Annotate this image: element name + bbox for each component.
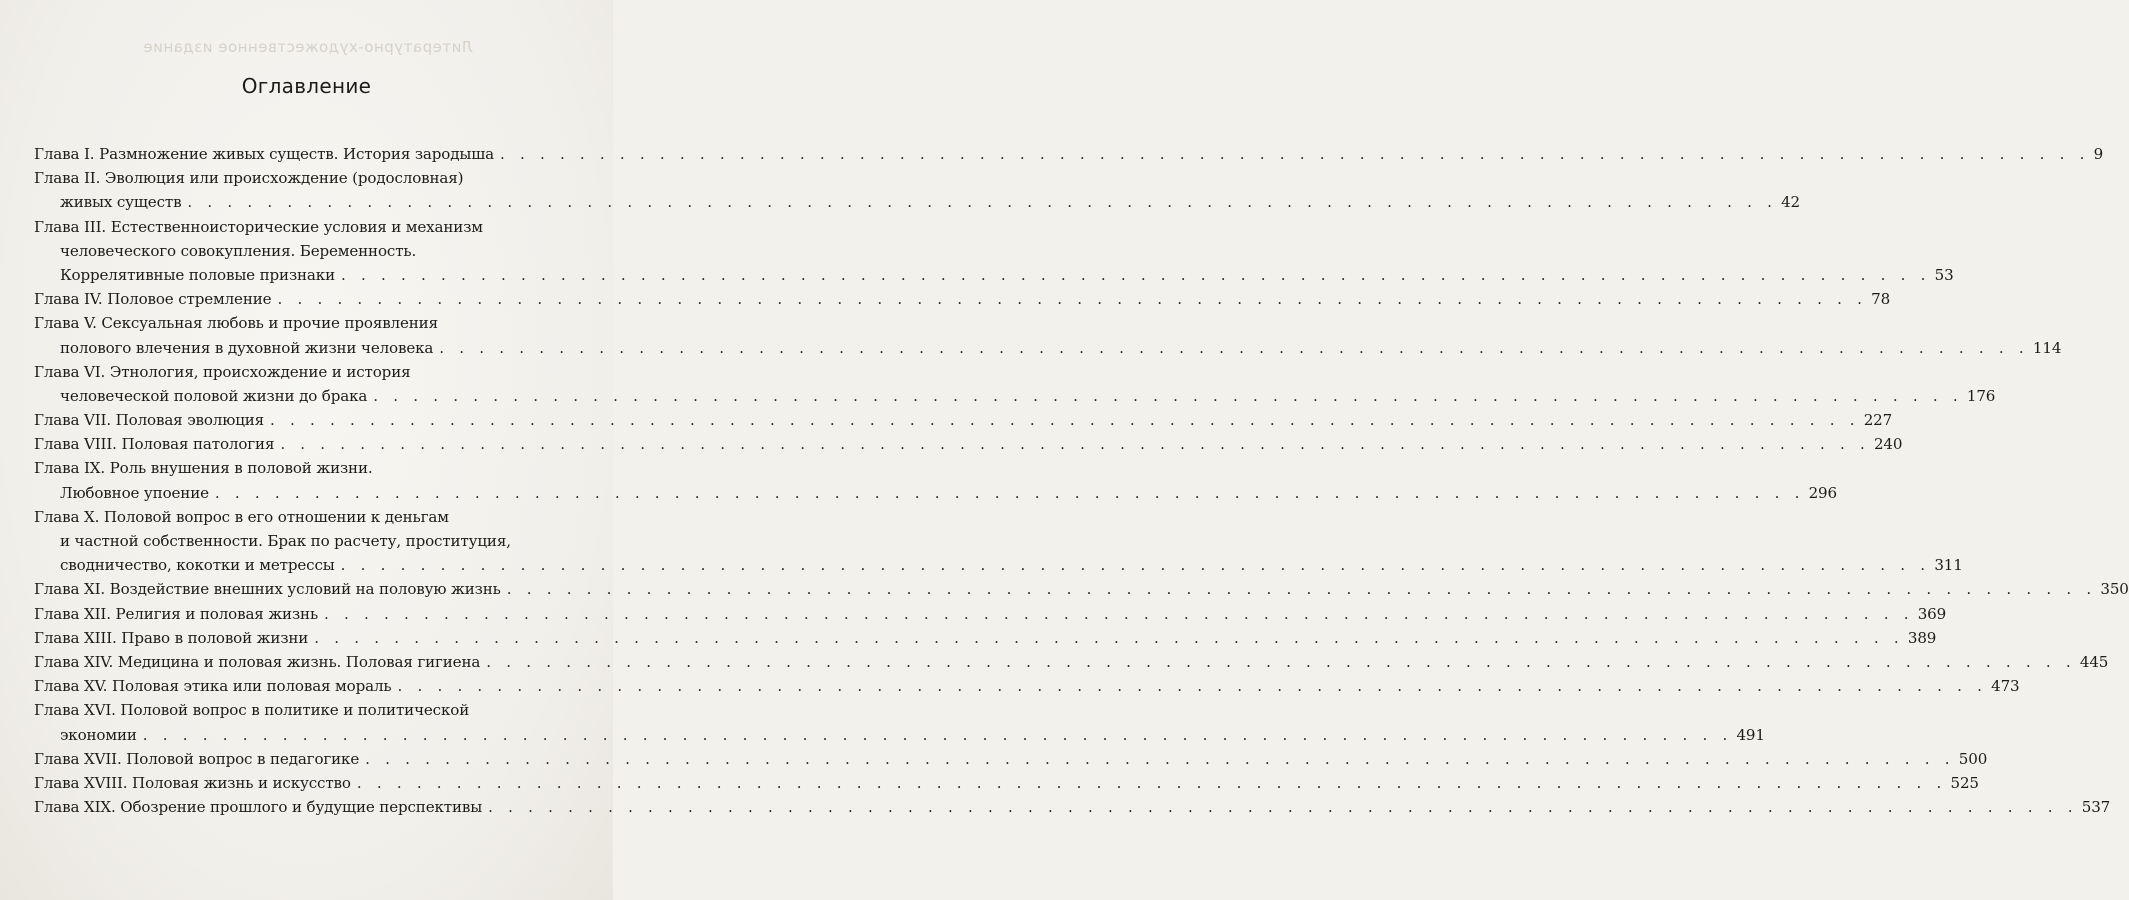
toc-line xyxy=(0,166,613,190)
toc-line xyxy=(0,505,613,529)
toc-entry-text: полового влечения в духовной жизни человека xyxy=(60,338,434,357)
toc-entry-text: Глава XV. Половая этика или половая мораль xyxy=(34,677,392,696)
toc-entry-text: Глава XI. Воздействие внешних условий на половую жизнь xyxy=(34,580,501,599)
toc-entry-text: Глава XII. Религия и половая жизнь xyxy=(34,604,319,623)
toc-entry-text: сводничество, кокотки и метрессы xyxy=(60,556,335,575)
toc-line xyxy=(0,698,613,722)
toc-page-number: 350 xyxy=(2100,580,2129,599)
toc-page-number: 296 xyxy=(1808,483,1837,502)
toc-entry-text: Глава III. Естественноисторические условия и механизм xyxy=(34,217,483,236)
toc-page-number: 9 xyxy=(2093,145,2104,163)
toc-line xyxy=(0,215,613,239)
toc-line xyxy=(0,360,613,384)
toc-entry-text: Глава XIV. Медицина и половая жизнь. Половая гигиена xyxy=(34,652,481,671)
toc-line xyxy=(0,553,1963,577)
table-of-contents xyxy=(0,142,2129,819)
toc-entry-text: Любовное упоение xyxy=(60,483,209,502)
toc-entry-text: человеческого совокупления. Беременность. xyxy=(60,241,417,260)
toc-line xyxy=(0,626,1937,650)
toc-page-number: 473 xyxy=(1991,677,2020,696)
toc-page-number: 176 xyxy=(1966,386,1996,405)
toc-line xyxy=(0,408,1893,432)
toc-entry xyxy=(0,408,1893,432)
toc-line xyxy=(0,239,613,263)
toc-line xyxy=(0,577,2129,601)
toc-entry xyxy=(0,795,2111,819)
toc-entry xyxy=(0,602,1947,626)
toc-entry-text: Глава XVII. Половой вопрос в педагогике xyxy=(34,749,360,768)
toc-entry-text: и частной собственности. Брак по расчету, проституция, xyxy=(60,532,511,550)
toc-page-number: 78 xyxy=(1871,290,1891,309)
toc-line xyxy=(0,456,613,480)
toc-entry-text: Глава XVI. Половой вопрос в политике и политической xyxy=(34,701,470,720)
toc-page-number: 53 xyxy=(1934,265,1954,284)
toc-line xyxy=(0,795,2111,819)
toc-entry xyxy=(0,215,1954,288)
toc-entry xyxy=(0,166,1800,214)
dot-leader: . . . . . . . . . . . . . . . . . . . . . . . . . . . . . . . . . . . . . . . . . . . . . . . . . . . . . . . . . . . . . . . . . . . . . . . . . . . . . . . . xyxy=(280,435,1870,454)
toc-entry xyxy=(0,505,1963,578)
toc-entry xyxy=(0,360,1996,408)
toc-entry-text: Глава X. Половой вопрос в его отношении к деньгам xyxy=(34,507,449,526)
dot-leader: . . . . . . . . . . . . . . . . . . . . . . . . . . . . . . . . . . . . . . . . . . . . . . . . . . . . . . . . . . . . . . . . . . . . . . . . . . . . . . . . xyxy=(270,411,1860,430)
dot-leader: . . . . . . . . . . . . . . . . . . . . . . . . . . . . . . . . . . . . . . . . . . . . . . . . . . . . . . . . . . . . . . . . . . . . . . . . . . . . . . . . xyxy=(397,677,1988,696)
toc-page-number: 491 xyxy=(1736,725,1765,744)
dot-leader: . . . . . . . . . . . . . . . . . . . . . . . . . . . . . . . . . . . . . . . . . . . . . . . . . . . . . . . . . . . . . . . . . . . . . . . . . . . . . . . . xyxy=(340,265,1931,284)
toc-entry-text: живых существ xyxy=(60,193,182,212)
toc-entry-text: Глава I. Размножение живых существ. История зародыша xyxy=(34,145,494,163)
toc-line xyxy=(0,529,613,553)
toc-entry-text: Глава VIII. Половая патология xyxy=(34,435,275,454)
dot-leader: . . . . . . . . . . . . . . . . . . . . . . . . . . . . . . . . . . . . . . . . . . . . . . . . . . . . . . . . . . . . . . . . . . . . . . . . . . . . . . . . xyxy=(488,798,2078,817)
toc-entry xyxy=(0,142,2104,166)
toc-entry-text: Глава V. Сексуальная любовь и прочие проявления xyxy=(34,314,438,333)
toc-entry-text: Глава XIX. Обозрение прошлого и будущие перспективы xyxy=(34,798,483,817)
dot-leader: . . . . . . . . . . . . . . . . . . . . . . . . . . . . . . . . . . . . . . . . . . . . . . . . . . . . . . . . . . . . . . . . . . . . . . . . . . . . . . . . xyxy=(499,145,2090,163)
toc-page-number: 240 xyxy=(1873,435,1903,454)
toc-page-number: 42 xyxy=(1781,193,1800,212)
toc-line xyxy=(0,190,1800,214)
toc-line xyxy=(0,142,2104,166)
toc-entry-text: Глава II. Эволюция или происхождение (родословная) xyxy=(34,169,464,188)
toc-page-number: 227 xyxy=(1863,411,1893,430)
toc-line xyxy=(0,723,1765,747)
toc-entry xyxy=(0,456,1837,504)
toc-line xyxy=(0,481,1837,505)
toc-entry xyxy=(0,577,2129,601)
dot-leader: . . . . . . . . . . . . . . . . . . . . . . . . . . . . . . . . . . . . . . . . . . . . . . . . . . . . . . . . . . . . . . . . . . . . . . . . . . . . . . . . xyxy=(439,338,2029,357)
toc-line xyxy=(0,674,2020,698)
toc-entry-text: экономии xyxy=(60,725,137,744)
toc-entry-text: Глава IV. Половое стремление xyxy=(34,290,272,309)
toc-page-number: 311 xyxy=(1934,556,1963,575)
toc-entry xyxy=(0,287,1891,311)
toc-line xyxy=(0,432,1903,456)
toc-line xyxy=(0,384,1996,408)
dot-leader: . . . . . . . . . . . . . . . . . . . . . . . . . . . . . . . . . . . . . . . . . . . . . . . . . . . . . . . . . . . . . . . . . . . . . . . . . . . . . . . . xyxy=(373,386,1963,405)
dot-leader: . . . . . . . . . . . . . . . . . . . . . . . . . . . . . . . . . . . . . . . . . . . . . . . . . . . . . . . . . . . . . . . . . . . . . . . . . . . . . . . . xyxy=(142,725,1733,744)
toc-page-number: 445 xyxy=(2079,652,2109,671)
dot-leader: . . . . . . . . . . . . . . . . . . . . . . . . . . . . . . . . . . . . . . . . . . . . . . . . . . . . . . . . . . . . . . . . . . . . . . . . . . . . . . . . xyxy=(486,652,2076,671)
toc-entry xyxy=(0,626,1937,650)
toc-entry xyxy=(0,311,2062,359)
dot-leader: . . . . . . . . . . . . . . . . . . . . . . . . . . . . . . . . . . . . . . . . . . . . . . . . . . . . . . . . . . . . . . . . . . . . . . . . . . . . . . . . xyxy=(277,290,1868,309)
toc-page-number: 114 xyxy=(2032,338,2062,357)
toc-entry-text: Глава VI. Этнология, происхождение и история xyxy=(34,362,411,381)
toc-entry xyxy=(0,698,1765,746)
dot-leader: . . . . . . . . . . . . . . . . . . . . . . . . . . . . . . . . . . . . . . . . . . . . . . . . . . . . . . . . . . . . . . . . . . . . . . . . . . . . . . . . xyxy=(314,628,1904,647)
toc-page-number: 369 xyxy=(1917,604,1947,623)
toc-line xyxy=(0,650,2109,674)
toc-entry-text: человеческой половой жизни до брака xyxy=(60,386,368,405)
toc-entry xyxy=(0,432,1903,456)
toc-entry xyxy=(0,674,2020,698)
toc-entry-text: Глава VII. Половая эволюция xyxy=(34,411,265,430)
toc-entry-text: Глава XVIII. Половая жизнь и искусство xyxy=(34,773,351,792)
toc-line xyxy=(0,747,1988,771)
toc-line xyxy=(0,311,613,335)
toc-entry xyxy=(0,771,1979,795)
dot-leader: . . . . . . . . . . . . . . . . . . . . . . . . . . . . . . . . . . . . . . . . . . . . . . . . . . . . . . . . . . . . . . . . . . . . . . . . . . . . . . . . xyxy=(365,749,1955,768)
toc-line xyxy=(0,602,1947,626)
page-title: Оглавление xyxy=(241,74,372,98)
dot-leader: . . . . . . . . . . . . . . . . . . . . . . . . . . . . . . . . . . . . . . . . . . . . . . . . . . . . . . . . . . . . . . . . . . . . . . . . . . . . . . . . xyxy=(340,556,1931,575)
dot-leader: . . . . . . . . . . . . . . . . . . . . . . . . . . . . . . . . . . . . . . . . . . . . . . . . . . . . . . . . . . . . . . . . . . . . . . . . . . . . . . . . xyxy=(214,483,1805,502)
dot-leader: . . . . . . . . . . . . . . . . . . . . . . . . . . . . . . . . . . . . . . . . . . . . . . . . . . . . . . . . . . . . . . . . . . . . . . . . . . . . . . . . xyxy=(324,604,1914,623)
toc-entry xyxy=(0,650,2109,674)
toc-entry-text: Коррелятивные половые признаки xyxy=(60,265,335,284)
dot-leader: . . . . . . . . . . . . . . . . . . . . . . . . . . . . . . . . . . . . . . . . . . . . . . . . . . . . . . . . . . . . . . . . . . . . . . . . . . . . . . . . xyxy=(506,580,2097,599)
toc-page-number: 525 xyxy=(1950,773,1979,792)
toc-page-number: 537 xyxy=(2081,798,2111,817)
toc-page-number: 389 xyxy=(1907,628,1937,647)
toc-line xyxy=(0,336,2062,360)
toc-line xyxy=(0,263,1954,287)
toc-entry xyxy=(0,747,1988,771)
bleed-through-text: Литературно-художественное издание xyxy=(142,38,474,56)
toc-entry-text: Глава IX. Роль внушения в половой жизни. xyxy=(34,459,373,478)
dot-leader: . . . . . . . . . . . . . . . . . . . . . . . . . . . . . . . . . . . . . . . . . . . . . . . . . . . . . . . . . . . . . . . . . . . . . . . . . . . . . . . . xyxy=(187,193,1778,212)
toc-entry-text: Глава XIII. Право в половой жизни xyxy=(34,628,309,647)
toc-line xyxy=(0,771,1979,795)
dot-leader: . . . . . . . . . . . . . . . . . . . . . . . . . . . . . . . . . . . . . . . . . . . . . . . . . . . . . . . . . . . . . . . . . . . . . . . . . . . . . . . . xyxy=(356,773,1947,792)
toc-line xyxy=(0,287,1891,311)
toc-page-number: 500 xyxy=(1958,749,1988,768)
